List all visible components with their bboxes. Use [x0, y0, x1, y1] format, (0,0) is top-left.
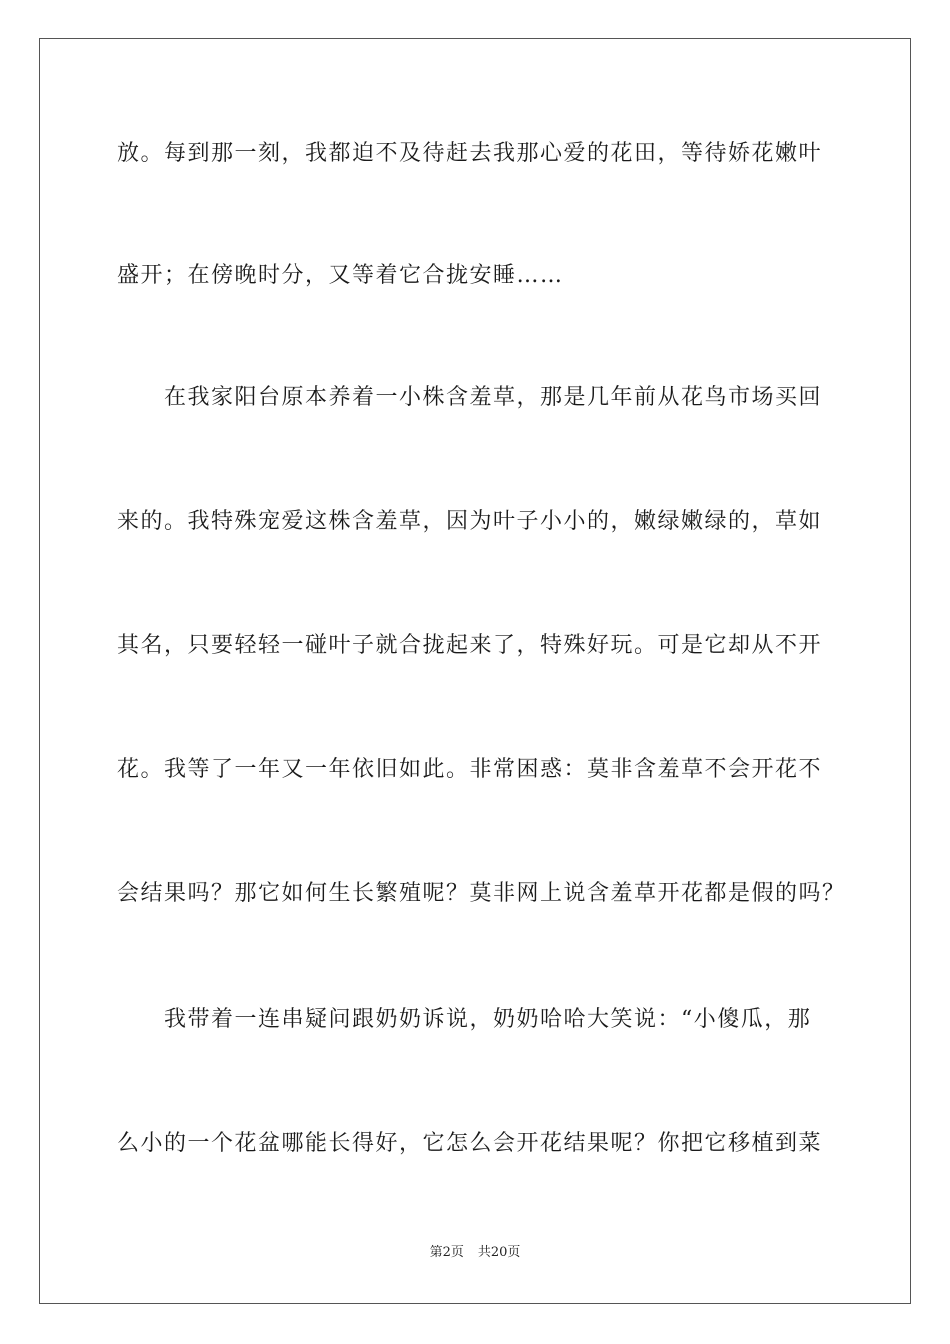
paragraph-line-3: 在我家阳台原本养着一小株含羞草，那是几年前从花鸟市场买回 — [164, 385, 823, 410]
paragraph-line-7: 会结果吗？那它如何生长繁殖呢？莫非网上说含羞草开花都是假的吗？ — [117, 881, 846, 906]
page-total: 共20页 — [477, 1245, 521, 1260]
paragraph-line-5: 其名，只要轻轻一碰叶子就合拢起来了，特殊好玩。可是它却从不开 — [117, 633, 823, 658]
page-footer — [0, 1244, 950, 1262]
paragraph-line-8: 我带着一连串疑问跟奶奶诉说，奶奶哈哈大笑说：“小傻瓜，那 — [164, 1007, 812, 1032]
paragraph-line-4: 来的。我特殊宠爱这株含羞草，因为叶子小小的，嫩绿嫩绿的，草如 — [117, 509, 823, 534]
page-border — [39, 38, 911, 1304]
paragraph-line-6: 花。我等了一年又一年依旧如此。非常困惑：莫非含羞草不会开花不 — [117, 757, 823, 782]
paragraph-line-2: 盛开；在傍晚时分，又等着它合拢安睡…… — [117, 263, 564, 288]
paragraph-line-9: 么小的一个花盆哪能长得好，它怎么会开花结果呢？你把它移植到菜 — [117, 1131, 823, 1156]
page-number: 第2页 — [429, 1245, 464, 1260]
paragraph-line-1: 放。每到那一刻，我都迫不及待赶去我那心爱的花田，等待娇花嫩叶 — [117, 141, 823, 166]
